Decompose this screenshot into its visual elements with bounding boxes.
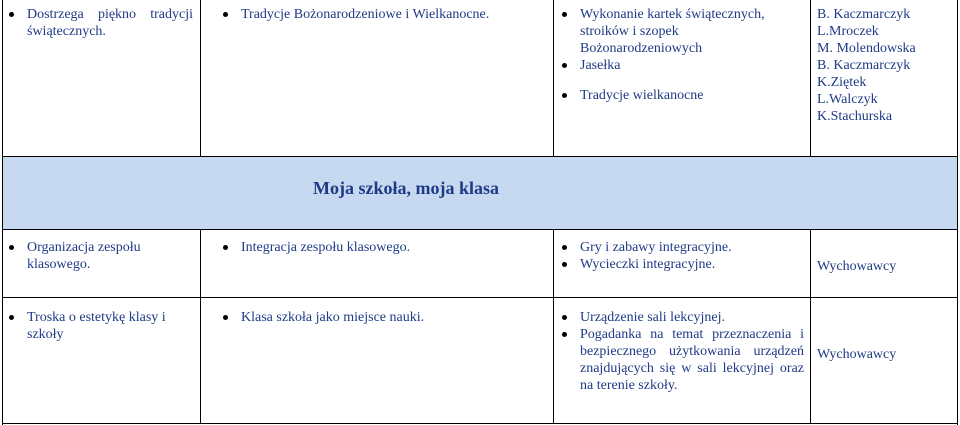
row2-goal-cell: [3, 239, 193, 273]
row-divider: [2, 297, 958, 298]
table-border-left: [2, 0, 3, 425]
row1-topic-cell: [217, 6, 547, 23]
row2-goal: Organizacja zespołu klasowego.: [3, 239, 193, 273]
row1-activities-cell: [556, 6, 796, 104]
row1-people-cell: [817, 6, 955, 125]
row1-activity: Jasełka: [556, 57, 796, 74]
row2-activity: Gry i zabawy integracyjne.: [556, 239, 796, 256]
row3-activity: Urządzenie sali lekcyjnej.: [556, 309, 804, 326]
table-border-right: [957, 0, 958, 425]
row3-activities-cell: [556, 309, 804, 394]
row2-topic: Integracja zespołu klasowego.: [217, 239, 547, 256]
column-divider: [553, 229, 554, 424]
person-name: K.Ziętek: [817, 75, 867, 90]
row1-activity: Wykonanie kartek świątecznych, stroików i szopek Bożonarodzeniowych: [556, 6, 796, 57]
row3-topic: Klasa szkoła jako miejsce nauki.: [217, 309, 547, 326]
person-name: L.Mroczek: [817, 24, 879, 39]
row-divider: [2, 156, 958, 157]
column-divider: [200, 229, 201, 424]
row1-topic: Tradycje Bożonarodzeniowe i Wielkanocne.: [217, 6, 547, 23]
person-name: M. Molendowska: [817, 41, 916, 56]
row-divider: [2, 229, 958, 230]
row3-activity: Pogadanka na temat przeznaczenia i bezpiecznego użytkowania urządzeń znajdujących się w sali lekcyjnej oraz na terenie szkoły.: [556, 326, 804, 394]
row3-topic-cell: [217, 309, 547, 326]
person-name: B. Kaczmarczyk: [817, 58, 911, 73]
column-divider: [810, 0, 811, 157]
person-name: B. Kaczmarczyk: [817, 7, 911, 22]
row1-goal: Dostrzega piękno tradycji świątecznych.: [3, 6, 193, 40]
section-heading: Moja szkoła, moja klasa: [313, 178, 499, 198]
table-border-bottom: [2, 423, 958, 424]
row1-activity: Tradycje wielkanocne: [556, 87, 796, 104]
column-divider: [200, 0, 201, 157]
column-divider: [810, 229, 811, 424]
row2-activities-cell: [556, 239, 796, 273]
row2-topic-cell: [217, 239, 547, 256]
row3-responsible: Wychowawcy: [817, 347, 897, 362]
row3-goal-cell: [3, 309, 193, 343]
person-name: K.Stachurska: [817, 109, 893, 124]
person-name: L.Walczyk: [817, 92, 878, 107]
row2-activity: Wycieczki integracyjne.: [556, 256, 796, 273]
column-divider: [553, 0, 554, 157]
row3-goal: Troska o estetykę klasy i szkoły: [3, 309, 193, 343]
row1-goal-cell: [3, 6, 193, 40]
row2-responsible: Wychowawcy: [817, 259, 897, 274]
